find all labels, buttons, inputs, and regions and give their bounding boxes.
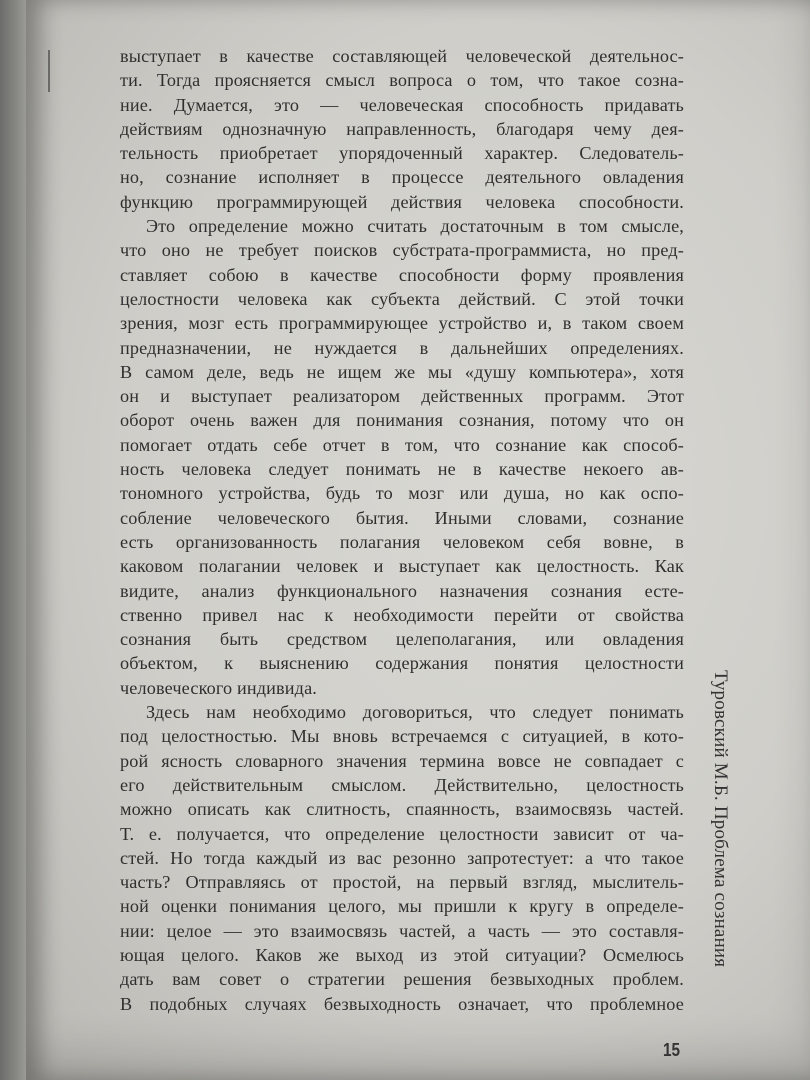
text-line: оборот очень важен для понимания сознания, потому что он <box>120 410 684 431</box>
text-line: помогает отдать себе отчет в том, что сознание как способ- <box>120 434 684 455</box>
text-line: есть организованность полагания человеком себя вовне, в <box>120 531 684 552</box>
text-line: что оно не требует поисков субстрата-программиста, но пред- <box>120 240 684 261</box>
text-line: ставляет собою в качестве способности форму проявления <box>120 264 684 285</box>
text-line: собление человеческого бытия. Иными словами, сознание <box>120 507 684 528</box>
text-line: зрения, мозг есть программирующее устройство и, в таком своем <box>120 313 684 334</box>
text-line: ющая целого. Каков же выход из этой ситуации? Осмелюсь <box>120 944 684 965</box>
text-line: В самом деле, ведь не ищем же мы «душу компьютера», хотя <box>120 361 684 382</box>
text-line: выступает в качестве составляющей человеческой деятельнос- <box>120 46 684 66</box>
running-title <box>703 670 733 990</box>
page-edge-mark <box>48 50 50 92</box>
text-line: видите, анализ функционального назначения сознания есте- <box>120 580 684 601</box>
text-line: предназначении, не нуждается в дальнейших определениях. <box>120 337 684 358</box>
text-line: Здесь нам необходимо договориться, что следует понимать <box>146 702 684 723</box>
text-line: ной оценки понимания целого, мы пришли к кругу в определе- <box>120 896 684 917</box>
text-line: целостности человека как субъекта действий. С этой точки <box>120 288 684 309</box>
running-title-text: Туровский М.Б. Проблема сознания <box>710 670 731 968</box>
text-line: действиям однозначную направленность, благодаря чему дея- <box>120 118 684 139</box>
text-line: ние. Думается, это — человеческая способность придавать <box>120 94 684 115</box>
text-line: В подобных случаях безвыходность означает, что проблемное <box>120 993 684 1014</box>
text-line: каковом полагании человек и выступает как целостность. Как <box>120 556 684 577</box>
text-line: стей. Но тогда каждый из вас резонно запротестует: а что такое <box>120 847 684 868</box>
text-line: функцию программирующей действия человека способности. <box>120 191 684 212</box>
text-line: дать вам совет о стратегии решения безвыходных проблем. <box>120 969 684 990</box>
text-line: тономного устройства, будь то мозг или душа, но как оспо- <box>120 483 684 504</box>
text-line: Это определение можно считать достаточным в том смысле, <box>146 216 684 237</box>
text-line: часть? Отправляясь от простой, на первый взгляд, мыслитель- <box>120 872 684 893</box>
text-line: сознания быть средством целеполагания, или овладения <box>120 629 684 650</box>
text-line: тельность приобретает упорядоченный характер. Следователь- <box>120 143 684 164</box>
text-line: Т. е. получается, что определение целостности зависит от ча- <box>120 823 684 844</box>
text-line: ность человека следует понимать не в качестве некоего ав- <box>120 459 684 480</box>
text-line: под целостностью. Мы вновь встречаемся с ситуацией, в кото- <box>120 726 684 747</box>
page-number: 15 <box>663 1040 681 1060</box>
text-line: человеческого индивида. <box>120 677 317 698</box>
text-line: он и выступает реализатором действенных программ. Этот <box>120 386 684 407</box>
body-text <box>120 44 684 1016</box>
text-line: ти. Тогда проясняется смысл вопроса о том, что такое созна- <box>120 70 684 91</box>
text-line: можно описать как слитность, спаянность, взаимосвязь частей. <box>120 799 684 820</box>
text-line: нии: целое — это взаимосвязь частей, а часть — это составля- <box>120 920 684 941</box>
text-line: его действительным смыслом. Действительно, целостность <box>120 774 684 795</box>
text-line: объектом, к выяснению содержания понятия целостности <box>120 653 684 674</box>
text-line: рой ясность словарного значения термина вовсе не совпадает с <box>120 750 684 771</box>
text-line: но, сознание исполняет в процессе деятельного овладения <box>120 167 684 188</box>
text-line: ственно привел нас к необходимости перейти от свойства <box>120 604 684 625</box>
